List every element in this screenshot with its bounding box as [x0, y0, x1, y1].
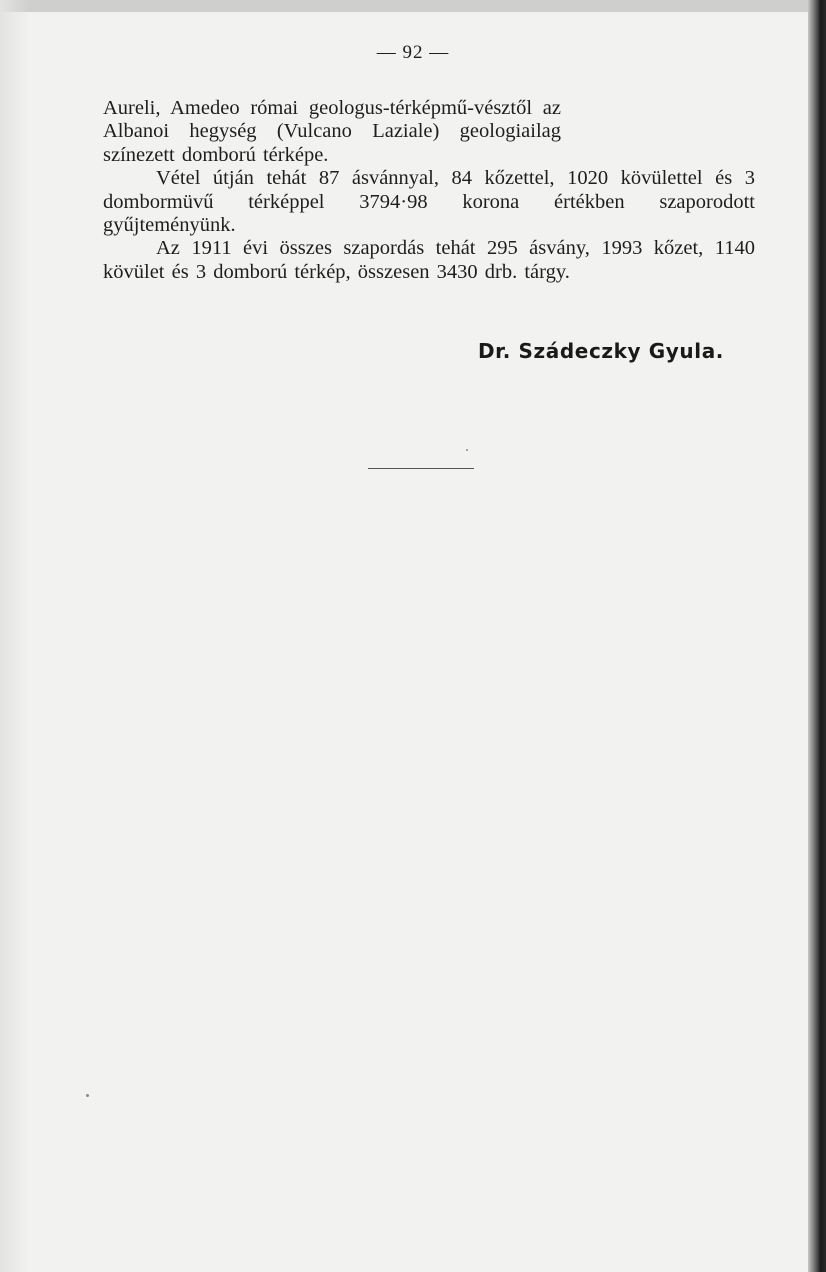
paragraph-aureli-map: Aureli, Amedeo római geologus-térképmű-vésztől az Albanoi hegység (Vulcano Laziale) geologiailag színezett domború térképe.: [103, 97, 561, 166]
scan-top-margin: [0, 0, 826, 12]
author-signature: Dr. Szádeczky Gyula.: [477, 339, 724, 363]
section-divider: [368, 468, 474, 469]
paragraph-purchases: Vétel útján tehát 87 ásvánnyal, 84 kőzettel, 1020 kövülettel és 3 dombormüvű térképpel 3794·98 korona értékben szaporodott gyűjteményünk.: [103, 167, 755, 237]
body-text: [103, 97, 755, 284]
scan-speck: [86, 1094, 89, 1097]
scan-speck: [466, 449, 468, 451]
scan-left-shade: [0, 0, 30, 1272]
paragraph-yearly-total: Az 1911 évi összes szapordás tehát 295 ásvány, 1993 kőzet, 1140 kövület és 3 domború térkép, összesen 3430 drb. tárgy.: [103, 237, 755, 283]
scan-binding-edge: [808, 0, 826, 1272]
page-number: — 92 —: [376, 42, 450, 63]
